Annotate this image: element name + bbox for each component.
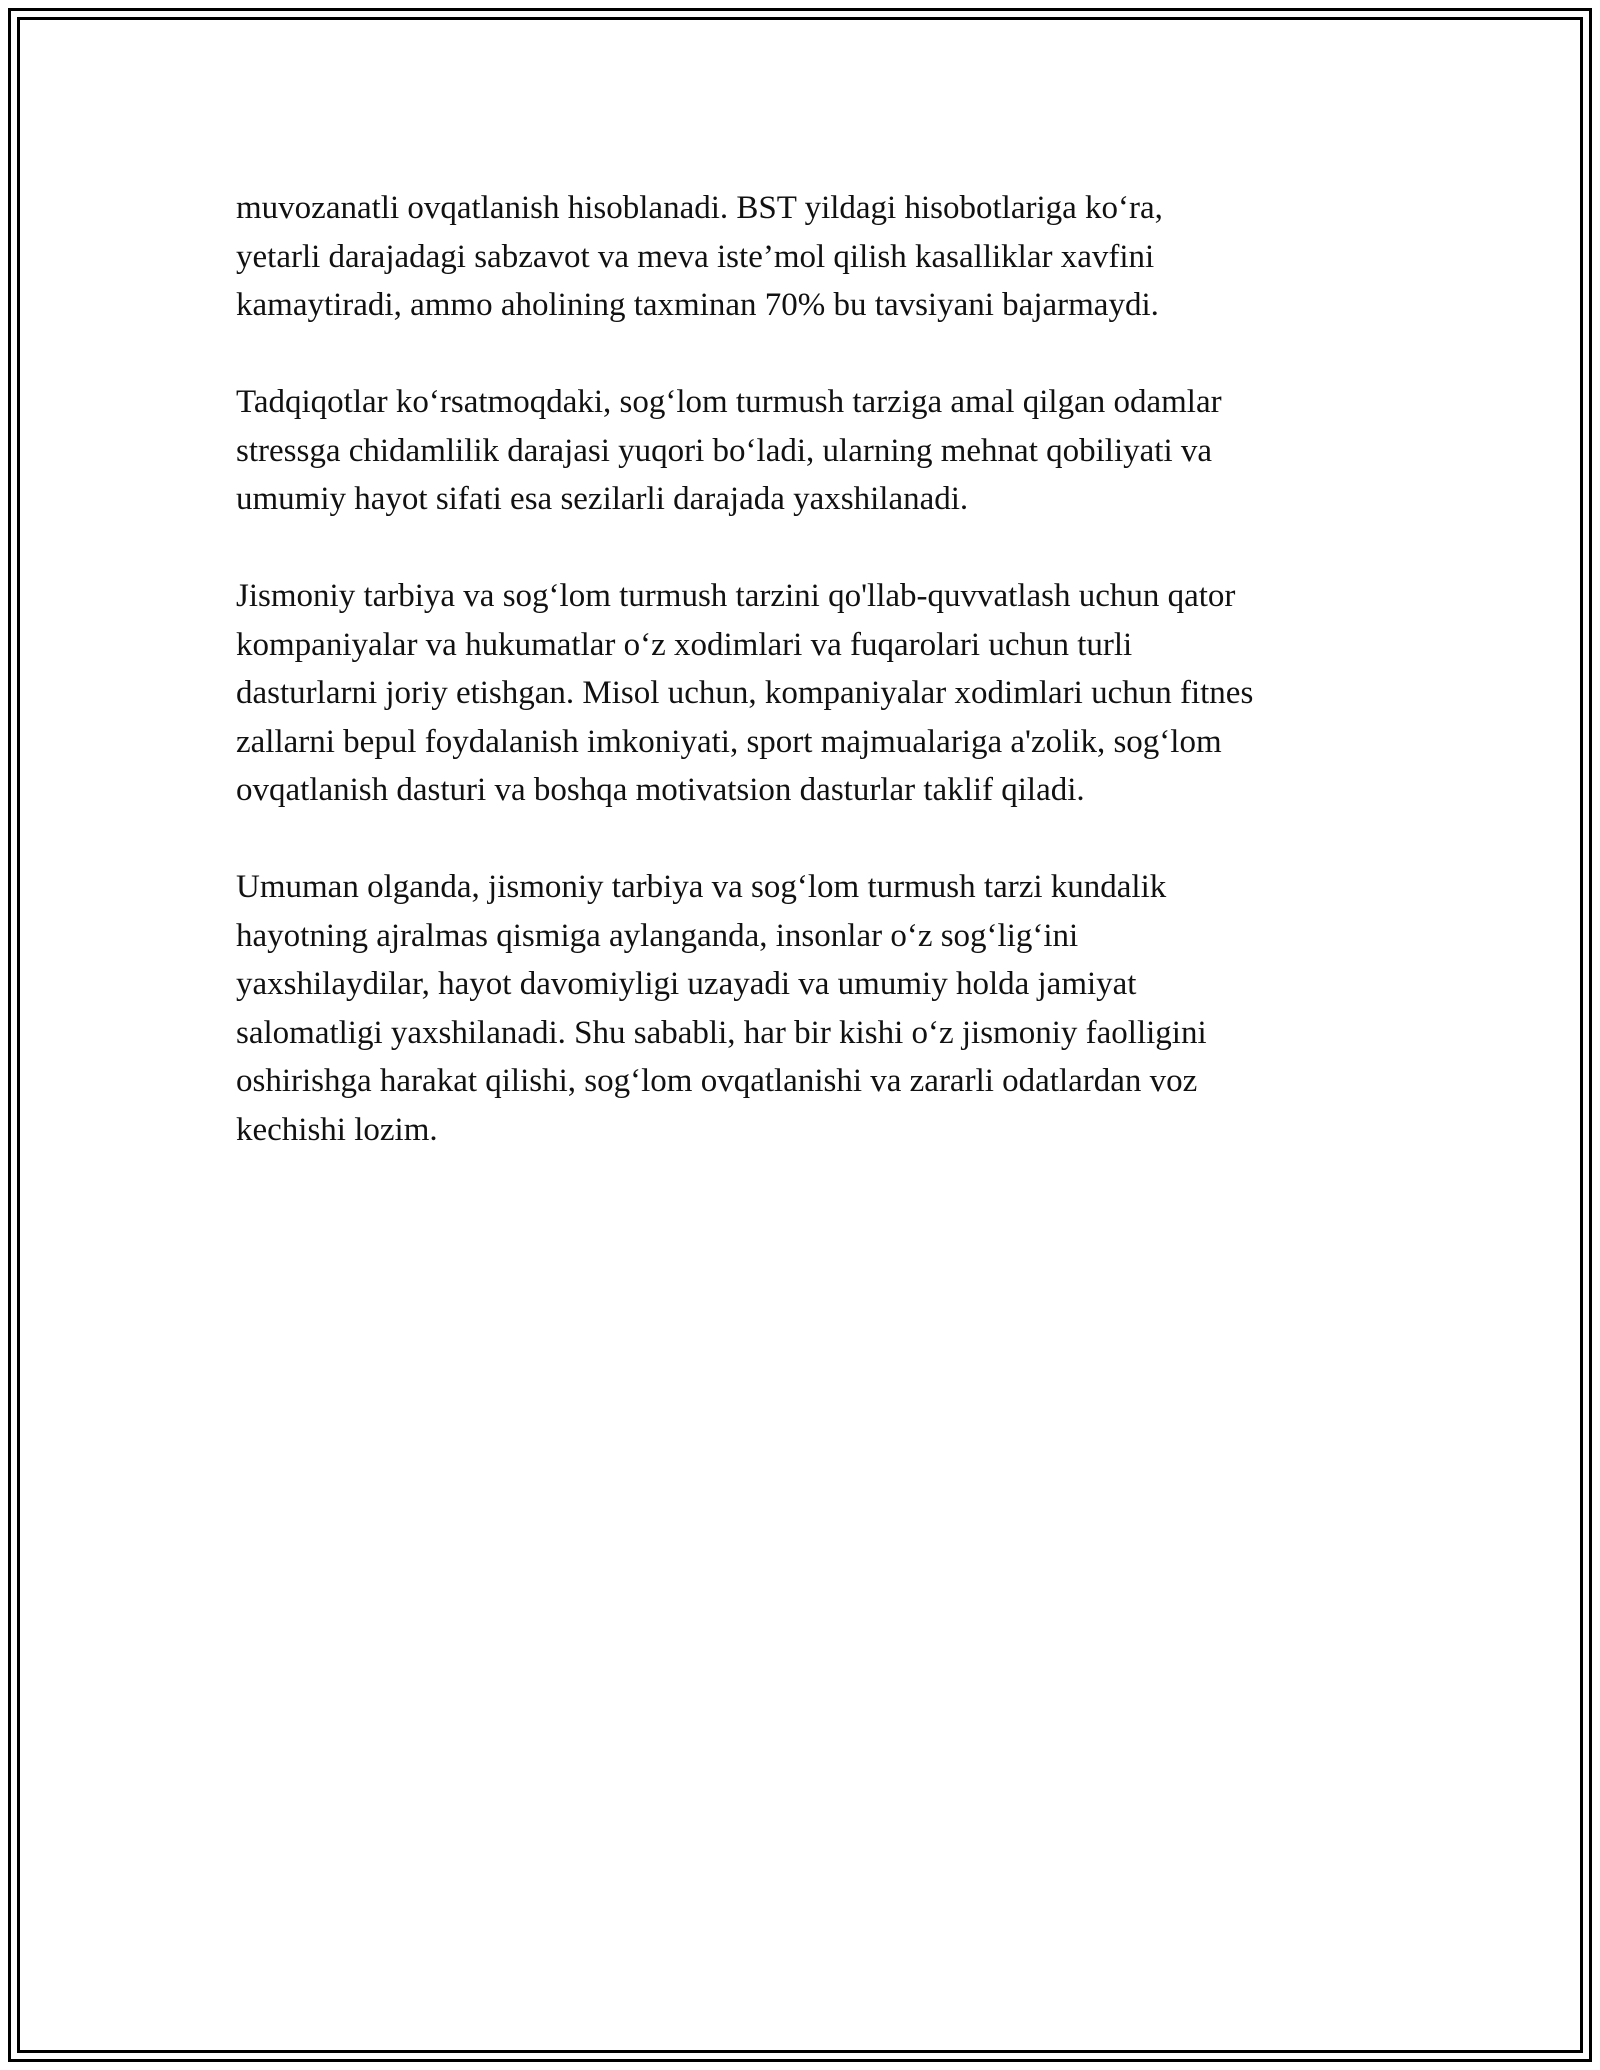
paragraph-1: muvozanatli ovqatlanish hisoblanadi. BST yildagi hisobotlariga ko‘ra, yetarli darajadagi sabzavot va meva iste’mol qilish kasalliklar xavfini kamaytiradi, ammo aholining taxminan 70% bu tavsiyani bajarmaydi. bbox=[236, 190, 1163, 323]
document-body bbox=[236, 184, 1376, 1203]
paragraph-2: Tadqiqotlar ko‘rsatmoqdaki, sog‘lom turmush tarziga amal qilgan odamlar stressga chidamlilik darajasi yuqori bo‘ladi, ularning mehnat qobiliyati va umumiy hayot sifati esa sezilarli darajada yaxshilanadi. bbox=[236, 384, 1222, 517]
paragraph-4: Umuman olganda, jismoniy tarbiya va sog‘lom turmush tarzi kundalik hayotning ajralmas qismiga aylanganda, insonlar o‘z sog‘lig‘ini yaxshilaydilar, hayot davomiyligi uzayadi va umumiy holda jamiyat salomatligi yaxshilanadi. Shu sababli, har bir kishi o‘z jismoniy faolligini oshirishga harakat qilishi, sog‘lom ovqatlanishi va zararli odatlardan voz kechishi lozim. bbox=[236, 869, 1207, 1148]
paragraph-3: Jismoniy tarbiya va sog‘lom turmush tarzini qo'llab-quvvatlash uchun qator kompaniyalar va hukumatlar o‘z xodimlari va fuqarolari uchun turli dasturlarni joriy etishgan. Misol uchun, kompaniyalar xodimlari uchun fitnes zallarni bepul foydalanish imkoniyati, sport majmualariga a'zolik, sog‘lom ovqatlanish dasturi va boshqa motivatsion dasturlar taklif qiladi. bbox=[236, 578, 1254, 808]
